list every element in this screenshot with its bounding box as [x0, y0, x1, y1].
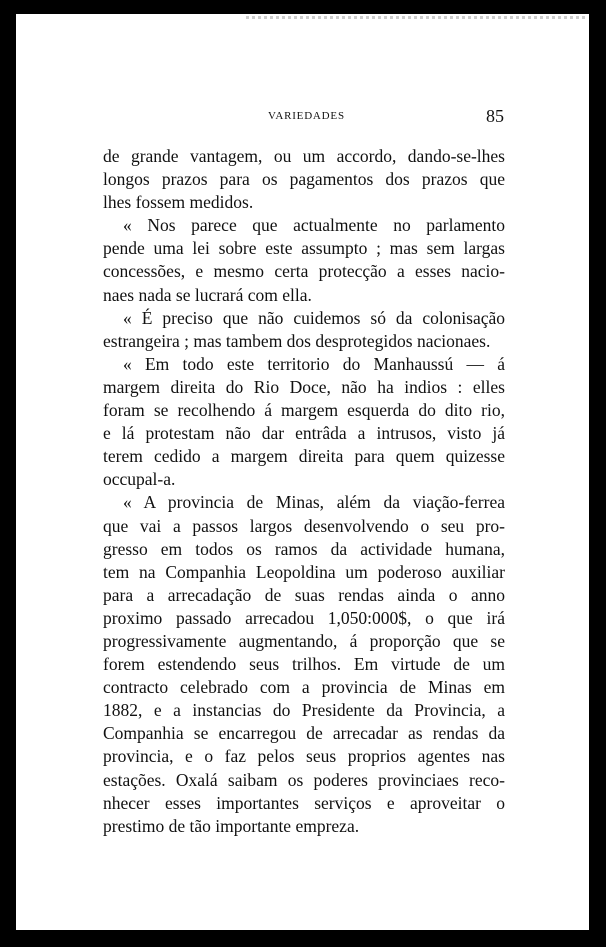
- text-line: gresso em todos os ramos da actividade humana,: [103, 538, 505, 559]
- text-line: « Em todo este territorio do Manhaussú — á: [123, 353, 505, 374]
- text-line: estações. Oxalá saibam os poderes provinciaes reco-: [103, 769, 505, 790]
- text-line: pende uma lei sobre este assumpto ; mas sem largas: [103, 238, 505, 259]
- text-line: occupal-a.: [103, 469, 176, 490]
- page-header: [16, 106, 589, 130]
- body-text: [103, 145, 505, 838]
- text-line: nhecer esses importantes serviços e aproveitar o: [103, 792, 505, 813]
- text-line: naes nada se lucrará com ella.: [103, 284, 312, 305]
- running-title: VARIEDADES: [268, 110, 345, 122]
- text-line: longos prazos para os pagamentos dos prazos que: [103, 169, 505, 190]
- text-line: prestimo de tão importante empreza.: [103, 815, 360, 836]
- text-line: estrangeira ; mas tambem dos desprotegidos nacionaes.: [103, 330, 491, 351]
- text-line: e lá protestam não dar entrâda a intrusos, visto já: [103, 423, 505, 444]
- text-line: que vai a passos largos desenvolvendo o seu pro-: [103, 515, 505, 536]
- text-line: 1882, e a instancias do Presidente da Provincia, a: [103, 700, 505, 721]
- page-number: 85: [486, 106, 504, 126]
- text-line: foram se recolhendo á margem esquerda do dito rio,: [103, 400, 505, 421]
- text-line: lhes fossem medidos.: [103, 192, 254, 213]
- text-line: para a arrecadação de suas rendas ainda o anno: [103, 584, 505, 605]
- text-line: contracto celebrado com a provincia de Minas em: [103, 677, 505, 698]
- text-line: concessões, e mesmo certa protecção a esses nacio-: [103, 261, 505, 282]
- text-line: Companhia se encarregou de arrecadar as rendas da: [103, 723, 505, 744]
- text-line: progressivamente augmentando, á proporção que se: [103, 630, 505, 651]
- text-line: de grande vantagem, ou um accordo, dando-se-lhes: [103, 146, 505, 166]
- text-line: « Nos parece que actualmente no parlamento: [123, 215, 505, 236]
- book-page: [16, 14, 589, 930]
- scan-edge-artifact: [246, 16, 586, 19]
- text-line: « É preciso que não cuidemos só da colonisação: [123, 307, 505, 328]
- text-line: provincia, e o faz pelos seus proprios agentes nas: [103, 746, 505, 767]
- text-line: tem na Companhia Leopoldina um poderoso auxiliar: [103, 561, 505, 582]
- text-line: margem direita do Rio Doce, não ha indios : elles: [103, 376, 505, 397]
- text-line: « A provincia de Minas, além da viação-ferrea: [123, 492, 505, 513]
- text-line: proximo passado arrecadou 1,050:000$, o que irá: [103, 607, 505, 628]
- text-line: terem cedido a margem direita para quem quizesse: [103, 446, 505, 467]
- text-line: forem estendendo seus trilhos. Em virtude de um: [103, 654, 505, 675]
